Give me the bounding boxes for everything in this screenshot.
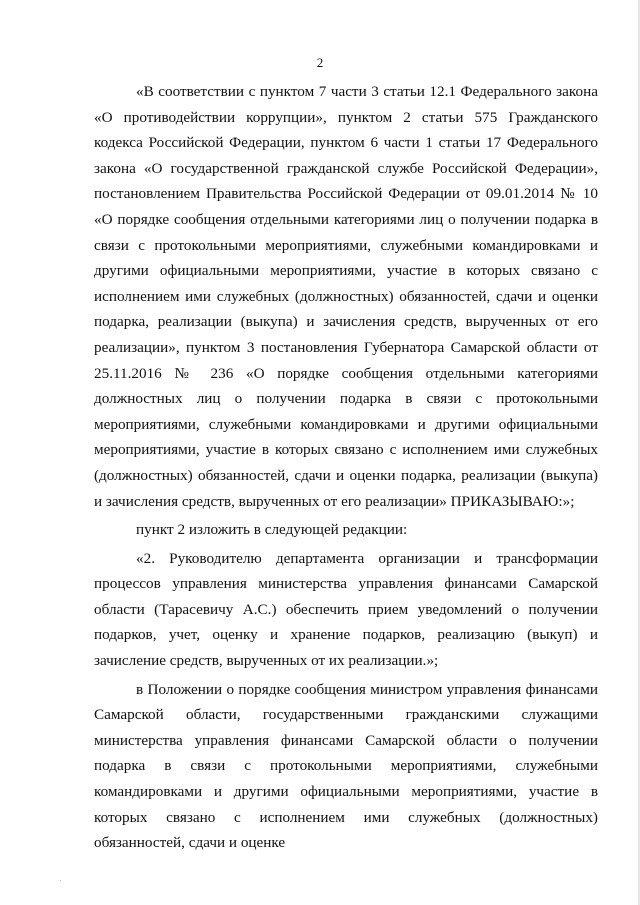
document-body — [94, 79, 598, 856]
paragraph-amendment-preamble: «В соответствии с пунктом 7 части 3 статьи 12.1 Федерального закона «О противодействии коррупции», пунктом 2 статьи 575 Гражданского кодекса Российской Федерации, пунктом 6 части 1 статьи 17 Федерального закона «О государственной гражданской службе Российской Федерации», постановлением Правительства Российской Федерации от 09.01.2014 № 10 «О порядке сообщения отдельными категориями лиц о получении подарка в связи с протокольными мероприятиями, служебными командировками и другими официальными мероприятиями, участие в которых связано с исполнением ими служебных (должностных) обязанностей, сдачи и оценки подарка, реализации (выкупа) и зачисления средств, вырученных от его реализации», пунктом 3 постановления Губернатора Самарской области от 25.11.2016 № 236 «О порядке сообщения отдельными категориями должностных лиц о получении подарка в связи с протокольными мероприятиями, служебными командировками и другими официальными мероприятиями, участие в которых связано с исполнением ими служебных (должностных) обязанностей, сдачи и оценки подарка, реализации (выкупа) и зачисления средств, вырученных от его реализации» ПРИКАЗЫВАЮ:»; — [94, 83, 598, 510]
paragraph-clause-2-intro: пункт 2 изложить в следующей редакции: — [136, 521, 408, 539]
page-number: 2 — [316, 55, 324, 70]
paragraph-regulation-amendment: в Положении о порядке сообщения министром управления финансами Самарской области, государственными гражданскими служащими министерства управления финансами Самарской области о получении подарка в связи с протокольными мероприятиями, служебными командировками и другими официальными мероприятиями, участие в которых связано с исполнением ими служебных (должностных) обязанностей, сдачи и оценке — [94, 680, 598, 852]
scan-speck — [60, 880, 61, 881]
paragraph-clause-2-text: «2. Руководителю департамента организации и трансформации процессов управления министерства управления финансами Самарской области (Тарасевичу А.С.) обеспечить прием уведомлений о получении подарков, учет, оценку и хранение подарков, реализацию (выкуп) и зачисление средств, вырученных от их реализации.»; — [94, 549, 598, 670]
